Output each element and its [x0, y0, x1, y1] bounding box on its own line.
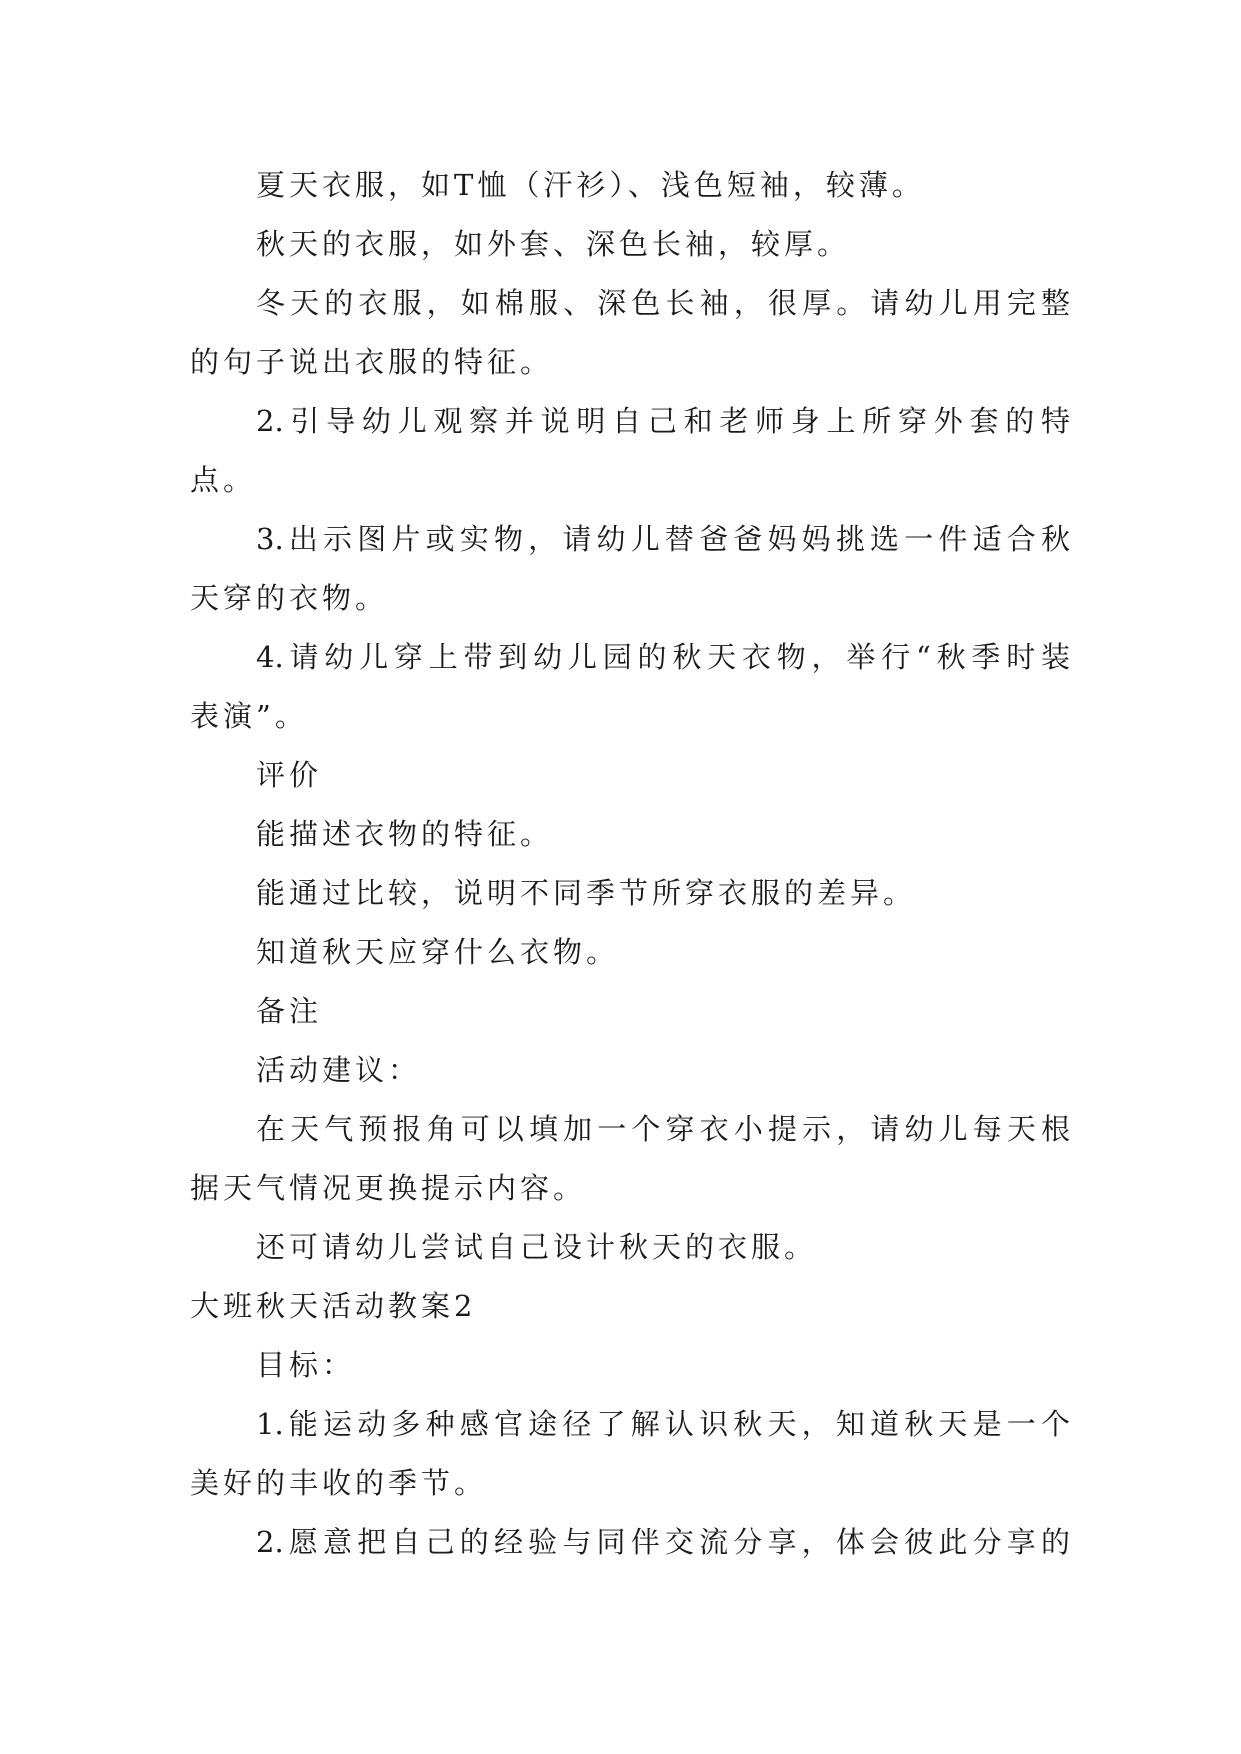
paragraph-line: 3.出示图片或实物，请幼儿替爸爸妈妈挑选一件适合秋 [256, 522, 1070, 556]
document-heading: 大班秋天活动教案2 [190, 1289, 477, 1323]
paragraph-line: 天穿的衣物。 [190, 581, 389, 615]
paragraph-line: 还可请幼儿尝试自己设计秋天的衣服。 [256, 1230, 818, 1264]
section-heading: 目标： [256, 1348, 356, 1382]
paragraph-line: 美好的丰收的季节。 [190, 1466, 488, 1500]
paragraph-line: 2.引导幼儿观察并说明自己和老师身上所穿外套的特 [256, 404, 1070, 438]
paragraph-line: 能描述衣物的特征。 [256, 817, 554, 851]
paragraph-line: 点。 [190, 463, 257, 497]
paragraph-line: 据天气情况更换提示内容。 [190, 1171, 587, 1205]
paragraph-line: 4.请幼儿穿上带到幼儿园的秋天衣物，举行“秋季时装 [256, 640, 1070, 674]
paragraph-line: 2.愿意把自己的经验与同伴交流分享，体会彼此分享的 [256, 1525, 1070, 1559]
paragraph-line: 知道秋天应穿什么衣物。 [256, 935, 620, 969]
paragraph-line: 夏天衣服，如T恤（汗衫）、浅色短袖，较薄。 [256, 168, 925, 202]
paragraph-line: 1.能运动多种感官途径了解认识秋天，知道秋天是一个 [256, 1407, 1070, 1441]
section-heading: 评价 [256, 758, 323, 792]
paragraph-line: 在天气预报角可以填加一个穿衣小提示，请幼儿每天根 [256, 1112, 1070, 1146]
paragraph-line: 的句子说出衣服的特征。 [190, 345, 554, 379]
paragraph-line: 冬天的衣服，如棉服、深色长袖，很厚。请幼儿用完整 [256, 286, 1070, 320]
section-heading: 备注 [256, 994, 323, 1028]
paragraph-line: 活动建议： [256, 1053, 422, 1087]
paragraph-line: 表演”。 [190, 699, 308, 733]
paragraph-line: 能通过比较，说明不同季节所穿衣服的差异。 [256, 876, 917, 910]
paragraph-line: 秋天的衣服，如外套、深色长袖，较厚。 [256, 227, 851, 261]
